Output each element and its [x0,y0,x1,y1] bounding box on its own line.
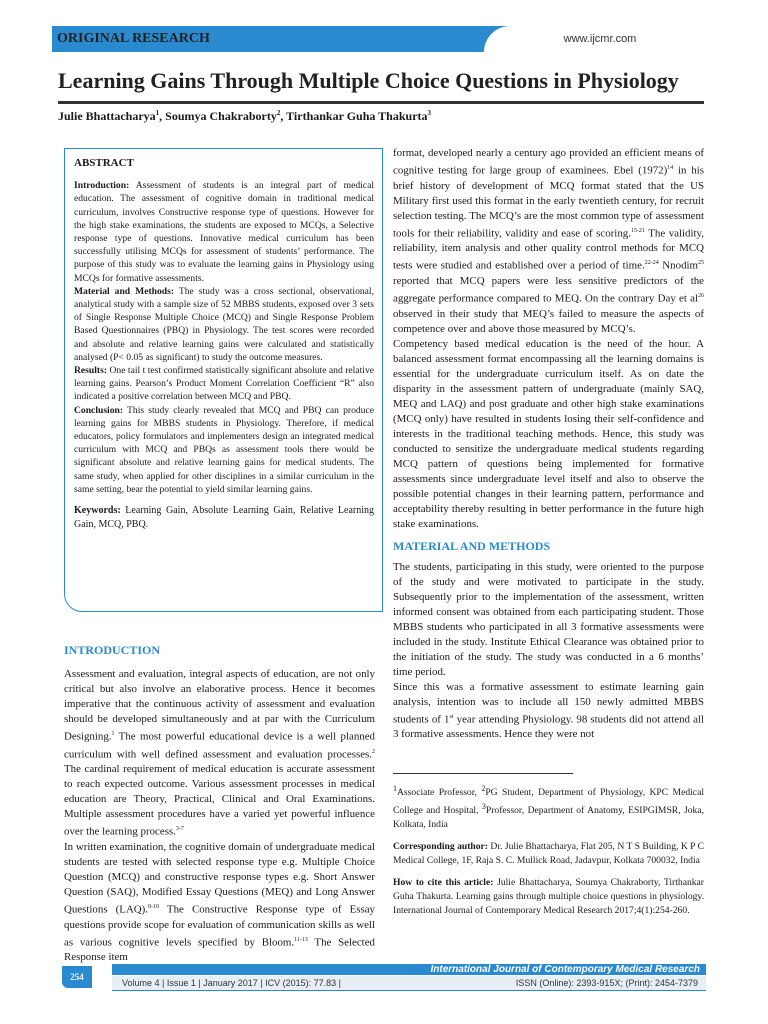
citation-ref[interactable]: 26 [698,292,704,299]
page-footer [62,964,704,990]
intro-paragraph-2 [64,840,375,965]
footnotes [393,782,704,926]
journal-name: International Journal of Contemporary Medical Research [112,964,706,975]
title-divider [58,101,704,104]
author-list [58,109,718,124]
article-title: Learning Gains Through Multiple Choice Questions in Physiology [58,68,679,93]
affiliations [393,782,704,832]
body-text: in his brief history of development of MCQ format stated that the US Military first used this format in the early twentieth century, for recruit selection testing. The MCQ’s are the most common type of assessment tools for their reliability, validity and ease of scoring. [393,164,704,240]
affiliation-marker: 1 [393,784,397,793]
footer-info-band [112,976,706,991]
citation-label: How to cite this article: [393,877,494,889]
body-text: observed in their study that MEQ’s failed to measure the aspects of competence over and above those measured by MCQ’s. [393,307,704,335]
footnote-divider [393,773,573,774]
intro-text: The Selected Response item [64,936,375,964]
abstract-keywords [74,504,374,531]
citation-ref[interactable]: 1 [111,731,115,737]
citation-ref[interactable]: 15-21 [630,227,645,234]
citation-info [393,876,704,918]
author-2-affiliation: 2 [276,109,281,117]
author-3: , Tirthankar Guha Thakurta [280,109,428,123]
citation-ref[interactable]: 25 [698,260,705,267]
left-column [64,643,375,965]
affiliation-text: Professor, Department of Anatomy, ESIPGIMSR, Joka, Kolkata, India [393,805,705,831]
abstract-methods-label: Material and Methods: [74,285,175,297]
abstract-heading: ABSTRACT [74,157,134,169]
citation-ref[interactable]: 2 [372,748,375,755]
body-text: year attending Physiology. 98 students did not attend all 3 formative assessments. Hence they were not [393,713,704,741]
abstract-conclusion [74,404,374,496]
intro-paragraph-1 [64,667,375,840]
abstract-methods [74,285,374,364]
citation-ref[interactable]: 3-7 [175,826,184,833]
right-column [393,146,704,742]
methods-paragraph-1: The students, participating in this study, were oriented to the purpose of the study and were motivated to participate in the study. Subsequently prior to the implementation of the assessment, written informed consent was obtained from each participating student. Those MBBS students who participated in all 3 formative assessments were included in the study. Institute Ethical Clearance was obtained prior to the initiation of the study. The study was conducted in a 6 months’ time period. [393,560,704,678]
abstract-intro-label: Introduction: [74,180,130,192]
abstract-intro-text: Assessment of students is an integral part of medical education. The assessment of cognitive domain in traditional medical curriculum, involves Constructive response type of questions. However for the high stake examinations, the students are exposed to MCQs, a Selective response type of questions. Innovative medical curriculum has been successfully utilising MCQs for assessment of students’ performance. The purpose of this study was to evaluate the learning gains in Physiology using MCQs for formative assessments. [74,180,374,284]
intro-text: Assessment and evaluation, integral aspects of education, are not only critical but also involve an elaborative process. Hence it becomes imperative that the continuous activity of assessment and evaluation should be developed simultaneously and at par with the Curriculum Designing. [64,668,375,743]
page-number: 254 [62,966,92,988]
author-2: , Soumya Chakraborty [159,109,277,123]
keywords-label: Keywords: [74,505,121,517]
section-label: ORIGINAL RESEARCH [52,26,487,52]
intro-text: The Constructive Response type of Essay questions provide scope for evaluation of communication skills as well as various cognitive levels specified by Bloom. [64,903,375,949]
citation-ref[interactable]: 22-24 [644,260,659,267]
author-3-affiliation: 3 [427,109,432,117]
abstract-conclusion-text: This study clearly revealed that MCQ and PBQ can produce learning gains for MBBS students in Physiology. Therefore, if medical educators, policy formulators and implementers design an integrated medical curriculum with MCQ and PBQs as assessment tools there would be significant absolute and relative learning gains for medical students. The same study, when applied for other disciplines in a similar curriculum in the same setting, bear the potential to yield similar learning gains. [74,404,374,495]
abstract-box [64,148,383,612]
abstract-results-text: One tail t test confirmed statistically significant absolute and relative learning gains. Pearson’s Product Moment Correlation Coefficient “R” also indicated a positive correlation between MCQ and PBQ. [74,365,374,403]
issn-info: ISSN (Online): 2393-915X; (Print): 2454-7379 [515,978,698,988]
citation-ref[interactable]: 8-10 [148,903,160,910]
corresponding-author-label: Corresponding author: [393,841,488,853]
abstract-introduction [74,179,374,285]
body-text: Nnodim [658,259,699,272]
citation-ref[interactable]: 11-13 [294,936,308,943]
keywords-text: Learning Gain, Absolute Learning Gain, Relative Learning Gain, MCQ, PBQ. [74,505,375,530]
abstract-conclusion-label: Conclusion: [74,404,124,416]
affiliation-marker: 3 [481,802,486,812]
author-1: Julie Bhattacharya [58,109,156,123]
journal-url[interactable]: www.ijcmr.com [484,26,716,52]
abstract-results [74,364,374,404]
ordinal-suffix: st [449,713,454,720]
intro-text: The most powerful educational device is a well planned curriculum with well defined assessment and evaluation processes. [64,730,375,761]
volume-info: Volume 4 | Issue 1 | January 2017 | ICV (2015): 77.83 | [122,978,341,988]
body-text: The validity, reliability, item analysis and other quality control methods for MCQ tests were studied and established over a period of time. [393,227,704,272]
body-text: format, developed nearly a century ago provided an efficient means of cognitive testing for large group of examinees. Ebel (1972) [393,147,704,177]
affiliation-text: Associate Professor, [397,787,482,799]
intro-text: The cardinal requirement of medical education is accurate assessment to reach expected outcome. Various assessment processes in medical education are Theory, Practical, Clinical and Oral Examinations. Multiple assessment procedures have a varied yet powerful influence over the learning process. [64,763,375,838]
author-1-affiliation: 1 [155,109,160,117]
affiliation-marker: 2 [481,784,486,793]
body-text: Since this was a formative assessment to estimate learning gain analysis, intention was to include all 150 newly admitted MBBS students of 1 [393,680,704,726]
body-paragraph-2: Competency based medical education is the need of the hour. A balanced assessment format encompassing all the learning domains is essential for the undergraduate curriculum itself. As on date the disparity in the assessment pattern of undergraduate (mainly SAQ, MEQ and LAQ) and post graduate and other high stake examinations (MCQ only) have resulted in students losing their self-confidence and interests in the traditional teaching methods. Hence, this study was conducted to sensitize the undergraduate medical students regarding MCQ pattern of questions being implemented for formative assessments since undergraduate level itself and also to observe the possible potential changes in their learning pattern, performance and acceptability thereby resulting in better performance in the future high stake examinations. [393,337,704,530]
header-band [52,26,716,52]
citation-ref[interactable]: 14 [667,165,674,171]
body-paragraph-1 [393,146,704,337]
affiliation-text: PG Student, Department of Physiology, KPC Medical College and Hospital, [393,787,704,817]
abstract-methods-text: The study was a cross sectional, observational, analytical study with a sample size of 52 MBBS students, exposed over 3 sets of Single Response Multiple Choice (MCQ) and Single Response Problem Based Questionnaires (PBQ) in Physiology. The test scores were recorded and absolute and relative learning gains were calculated and statistically analysed (P< 0.05 as significant) to study the outcome measures. [74,285,374,363]
methods-paragraph-2 [393,680,704,743]
citation-text: Julie Bhattacharya, Soumya Chakraborty, Tirthankar Guha Thakurta. Learning gains through multiple choice questions in physiology. International Journal of Contemporary Medical Research 2017;4(1):254-260. [393,877,704,917]
methods-heading: MATERIAL AND METHODS [393,538,551,553]
abstract-results-label: Results: [74,365,108,377]
body-text: reported that MCQ papers were less sensitive predictors of the aggregate performance compared to MEQ. On the contrary Day et al [393,274,704,305]
corresponding-author-text: Dr. Julie Bhattacharya, Flat 205, N T S Building, K P C Medical College, 1F, Raja S. C. Mullick Road, Jadavpur, Kolkata 700032, India [393,841,704,867]
intro-text: In written examination, the cognitive domain of undergraduate medical students are tested with selected response type e.g. Multiple Choice Question (MCQ) and constructive response types e.g. Short Answer Question (SAQ), Modified Essay Questions (MEQ) and Long Answer Questions (LAQ). [64,840,375,916]
corresponding-author [393,840,704,868]
introduction-heading: INTRODUCTION [64,643,161,657]
